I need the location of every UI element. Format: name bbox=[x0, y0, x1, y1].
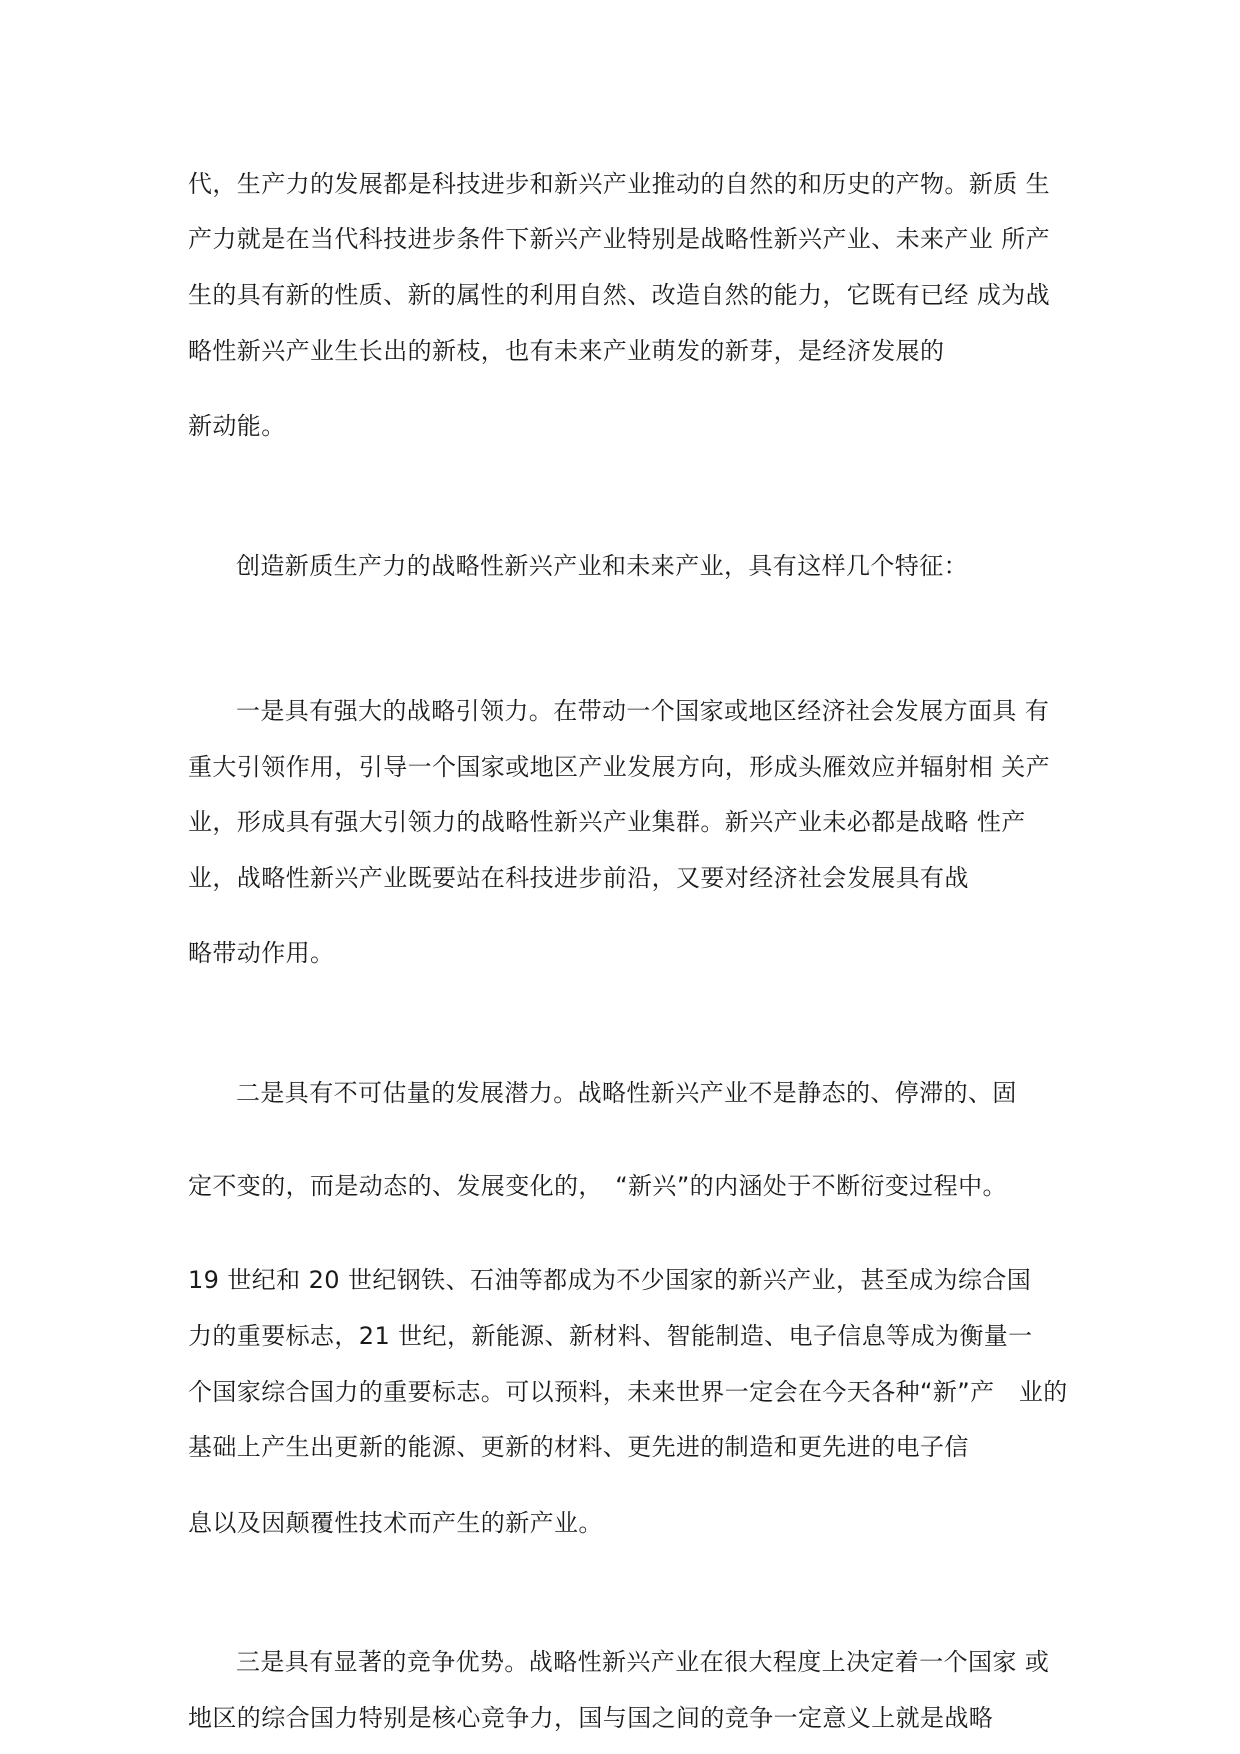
text-line: 定不变的，而是动态的、发展变化的， “新兴”的内涵处于不断衍变过程中。 bbox=[188, 1172, 1007, 1200]
text-line: 生的具有新的性质、新的属性的利用自然、改造自然的能力，它既有已经 成为战 bbox=[188, 281, 1051, 309]
text-line: 力的重要标志，21 世纪，新能源、新材料、智能制造、电子信息等成为衡量一 bbox=[188, 1322, 1033, 1350]
text-line: 息以及因颠覆性技术而产生的新产业。 bbox=[188, 1509, 603, 1537]
text-line: 19 世纪和 20 世纪钢铁、石油等都成为不少国家的新兴产业，甚至成为综合国 bbox=[188, 1266, 1032, 1294]
text-line: 个国家综合国力的重要标志。可以预料，未来世界一定会在今天各种“新”产 业的 bbox=[188, 1378, 1068, 1406]
text-line: 基础上产生出更新的能源、更新的材料、更先进的制造和更先进的电子信 bbox=[188, 1433, 969, 1461]
text-line: 二是具有不可估量的发展潜力。战略性新兴产业不是静态的、停滞的、固 bbox=[236, 1079, 1017, 1107]
text-line: 业，形成具有强大引领力的战略性新兴产业集群。新兴产业未必都是战略 性产 bbox=[188, 808, 1026, 836]
text-line: 创造新质生产力的战略性新兴产业和未来产业，具有这样几个特征： bbox=[236, 552, 968, 580]
text-line: 代，生产力的发展都是科技进步和新兴产业推动的自然的和历史的产物。新质 生 bbox=[188, 170, 1051, 198]
text-line: 业，战略性新兴产业既要站在科技进步前沿，又要对经济社会发展具有战 bbox=[188, 864, 969, 892]
text-line: 重大引领作用，引导一个国家或地区产业发展方向，形成头雁效应并辐射相 关产 bbox=[188, 753, 1051, 781]
text-line: 略性新兴产业生长出的新枝，也有未来产业萌发的新芽，是经济发展的 bbox=[188, 337, 945, 365]
text-line: 地区的综合国力特别是核心竞争力，国与国之间的竞争一定意义上就是战略 bbox=[188, 1704, 994, 1732]
text-line: 三是具有显著的竞争优势。战略性新兴产业在很大程度上决定着一个国家 或 bbox=[236, 1648, 1050, 1676]
text-line: 略带动作用。 bbox=[188, 939, 335, 967]
text-line: 新动能。 bbox=[188, 412, 286, 440]
text-line: 一是具有强大的战略引领力。在带动一个国家或地区经济社会发展方面具 有 bbox=[236, 697, 1050, 725]
text-line: 产力就是在当代科技进步条件下新兴产业特别是战略性新兴产业、未来产业 所产 bbox=[188, 225, 1051, 253]
